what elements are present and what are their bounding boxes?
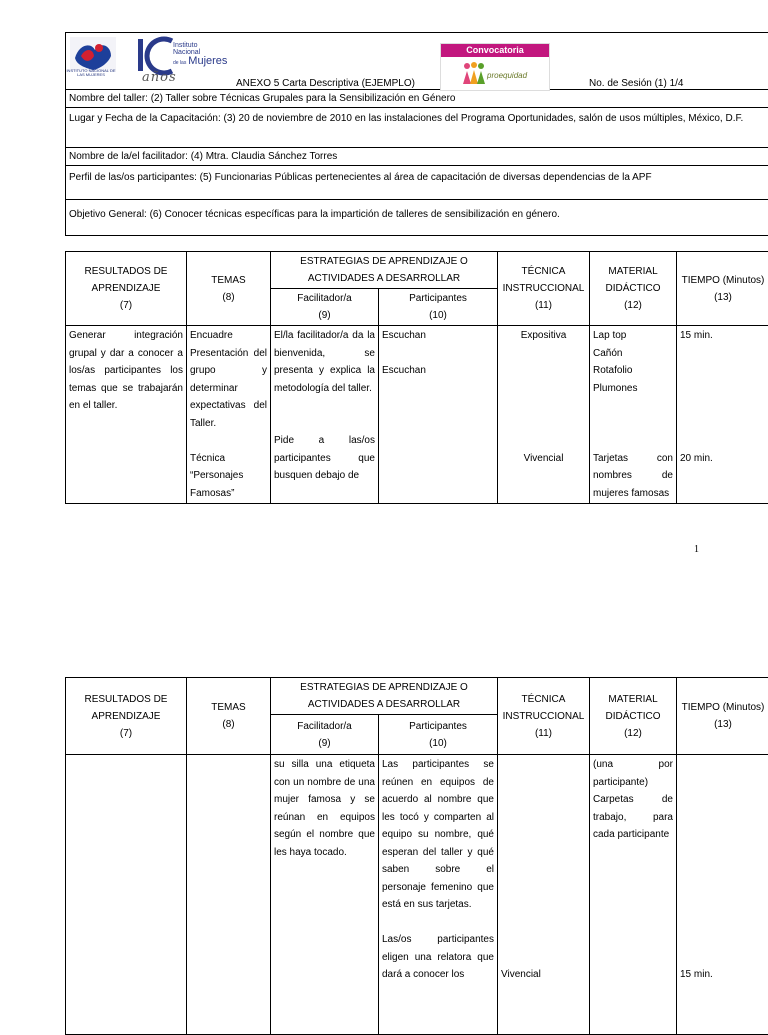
participant-profile: Perfil de las/os participantes: (5) Funcionarias Públicas pertenecientes al área de capacitación de diversas dependencias de la APF	[66, 166, 768, 200]
col-header-facilitador: Facilitador/a (9)	[271, 715, 379, 755]
col-header-estrategias: ESTRATEGIAS DE APRENDIZAJE O ACTIVIDADES A DESARROLLAR	[271, 678, 498, 715]
col-header-tiempo: TIEMPO (Minutos) (13)	[677, 678, 768, 755]
col-header-participantes: Participantes (10)	[379, 715, 498, 755]
cell-material: (una por participante) Carpetas de trabajo, para cada participante	[590, 755, 677, 1035]
cell-facilitador: su silla una etiqueta con un nombre de una mujer famosa y se reúnan en equipos según el nombre que les haya tocado.	[271, 755, 379, 1035]
cell-tiempo: 15 min. 20 min.	[677, 326, 768, 504]
cell-tecnica: Expositiva Vivencial	[498, 326, 590, 504]
header-table	[65, 32, 768, 236]
col-header-tecnica: TÉCNICA INSTRUCCIONAL (11)	[498, 252, 590, 326]
convocatoria-logo	[440, 43, 550, 91]
cell-resultados: Generar integración grupal y dar a conocer a los/as participantes los temas que se trabajarán en el taller.	[66, 326, 187, 504]
col-header-estrategias: ESTRATEGIAS DE APRENDIZAJE O ACTIVIDADES A DESARROLLAR	[271, 252, 498, 289]
descriptive-table-1	[65, 251, 768, 504]
general-objective: Objetivo General: (6) Conocer técnicas específicas para la impartición de talleres de sensibilización en género.	[66, 200, 768, 236]
facilitator-name: Nombre de la/el facilitador: (4) Mtra. Claudia Sánchez Torres	[66, 148, 768, 166]
people-group-icon	[461, 60, 487, 86]
cell-temas: Encuadre Presentación del grupo y determinar expectativas del Taller. Técnica “Personajes Famosas”	[187, 326, 271, 504]
descriptive-table-2	[65, 677, 768, 1035]
instituto-logo-text: Instituto Nacional de las Mujeres	[173, 42, 227, 67]
cell-tecnica: Vivencial	[498, 755, 590, 1035]
place-date: Lugar y Fecha de la Capacitación: (3) 20 de noviembre de 2010 en las instalaciones del Programa Oportunidades, salón de usos múltiples, México, D.F.	[66, 108, 768, 148]
cell-tiempo: 15 min.	[677, 755, 768, 1035]
page-number: 1	[694, 544, 699, 555]
col-header-material: MATERIAL DIDÁCTICO (12)	[590, 252, 677, 326]
workshop-name: Nombre del taller: (2) Taller sobre Técnicas Grupales para la Sensibilización en Género	[66, 90, 768, 108]
inmujeres-logo-text: INSTITUTO NACIONAL DE LAS MUJERES	[66, 69, 116, 77]
col-header-temas: TEMAS (8)	[187, 252, 271, 326]
col-header-facilitador: Facilitador/a (9)	[271, 289, 379, 326]
cell-resultados	[66, 755, 187, 1035]
convocatoria-label: Convocatoria	[441, 44, 549, 57]
anos-logo-text: años	[142, 71, 177, 84]
inmujeres-logo-icon	[69, 36, 117, 86]
col-header-participantes: Participantes (10)	[379, 289, 498, 326]
proequidad-label: proequidad	[487, 69, 527, 82]
cell-temas	[187, 755, 271, 1035]
col-header-resultados: RESULTADOS DE APRENDIZAJE (7)	[66, 252, 187, 326]
cell-participantes: Escuchan Escuchan	[379, 326, 498, 504]
cell-material: Lap top Cañón Rotafolio Plumones Tarjetas con nombres de mujeres famosas	[590, 326, 677, 504]
session-number: No. de Sesión (1) 1/4	[589, 77, 684, 90]
anexo-title: ANEXO 5 Carta Descriptiva (EJEMPLO)	[236, 77, 415, 90]
col-header-resultados: RESULTADOS DE APRENDIZAJE (7)	[66, 678, 187, 755]
col-header-tecnica: TÉCNICA INSTRUCCIONAL (11)	[498, 678, 590, 755]
col-header-tiempo: TIEMPO (Minutos) (13)	[677, 252, 768, 326]
logo-row	[66, 33, 768, 90]
col-header-temas: TEMAS (8)	[187, 678, 271, 755]
col-header-material: MATERIAL DIDÁCTICO (12)	[590, 678, 677, 755]
cell-facilitador: El/la facilitador/a da la bienvenida, se presenta y explica la metodología del taller. Pide a las/os participantes que busquen debajo de	[271, 326, 379, 504]
cell-participantes: Las participantes se reúnen en equipos de acuerdo al nombre que les tocó y comparten al equipo su nombre, qué esperan del taller y qué saben sobre el personaje femenino que está en sus tarjetas. Las/os participantes eligen una relatora que dará a conocer los	[379, 755, 498, 1035]
